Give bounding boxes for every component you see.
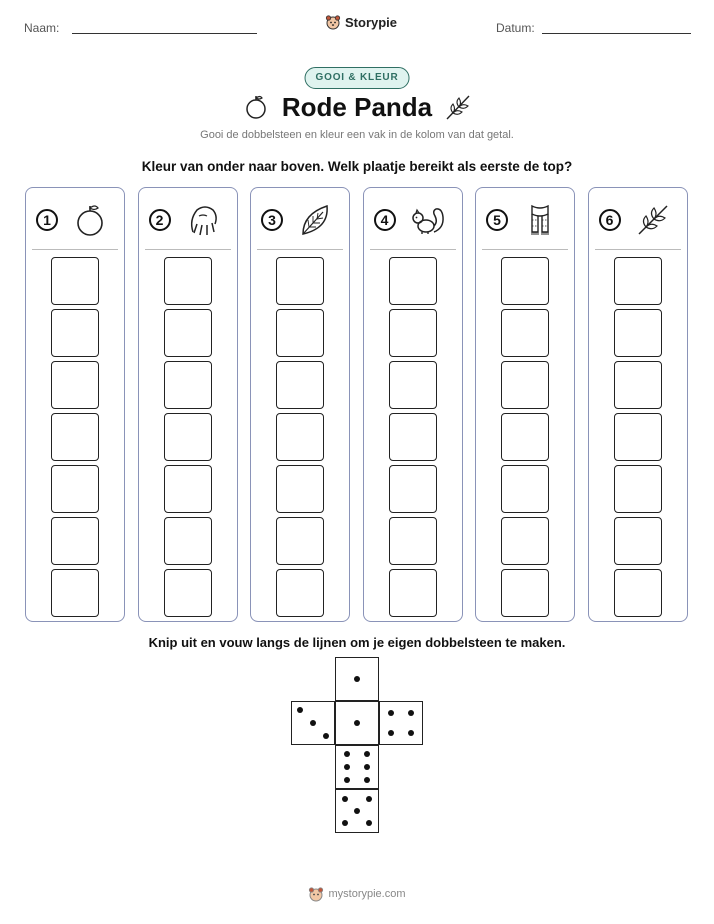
die-pip [366,820,372,826]
color-box[interactable] [276,569,324,617]
color-box[interactable] [276,413,324,461]
color-box[interactable] [276,309,324,357]
column-5 [475,187,575,622]
color-box[interactable] [501,309,549,357]
color-box[interactable] [164,309,212,357]
die-pip [297,707,303,713]
color-box[interactable] [389,257,437,305]
die-pip [342,796,348,802]
color-box[interactable] [51,413,99,461]
color-box[interactable] [164,361,212,409]
brand-name: Storypie [345,14,398,30]
coloring-instruction: Kleur van onder naar boven. Welk plaatje bereikt als eerste de top? [141,159,573,174]
die-face-1 [335,657,379,701]
color-box[interactable] [164,465,212,513]
die-pip [366,796,372,802]
die-pip [364,777,370,783]
die-pip [364,764,370,770]
color-box[interactable] [389,517,437,565]
die-pip [354,808,360,814]
die-pip [354,676,360,682]
column-divider [595,249,681,250]
die-pip [388,730,394,736]
die-pip [323,733,329,739]
red-panda-logo-icon [325,14,341,30]
date-label: Datum: [496,21,535,35]
activity-badge: GOOI & KLEUR [305,67,410,89]
color-box[interactable] [164,257,212,305]
page-subtitle: Gooi de dobbelsteen en kleur een vak in de kolom van dat getal. [200,129,514,141]
footer-url[interactable]: mystorypie.com [328,888,406,900]
page-title: Rode Panda [281,92,433,122]
color-box[interactable] [276,361,324,409]
color-box[interactable] [164,413,212,461]
die-pip [364,751,370,757]
column-number: 5 [486,209,508,231]
color-box[interactable] [389,569,437,617]
color-box[interactable] [389,309,437,357]
die-pip [388,710,394,716]
die-pip [344,764,350,770]
column-number: 6 [599,209,621,231]
color-box[interactable] [501,569,549,617]
column-divider [257,249,343,250]
color-box[interactable] [614,361,662,409]
column-4 [363,187,463,622]
color-box[interactable] [501,413,549,461]
red-panda-logo-icon [308,886,324,902]
color-box[interactable] [501,361,549,409]
column-divider [370,249,456,250]
color-box[interactable] [51,569,99,617]
color-box[interactable] [164,569,212,617]
column-divider [482,249,568,250]
date-line[interactable] [542,33,691,34]
paw-icon [185,202,221,238]
column-header [26,188,124,250]
column-header [139,188,237,250]
die-pip [344,751,350,757]
column-number: 4 [374,209,396,231]
color-box[interactable] [389,361,437,409]
column-number: 3 [261,209,283,231]
brand-logo [325,14,397,30]
color-box[interactable] [51,465,99,513]
color-box[interactable] [501,257,549,305]
twig-icon [443,92,473,122]
die-pip [354,720,360,726]
column-number: 2 [149,209,171,231]
apple-icon [72,202,108,238]
color-box[interactable] [614,257,662,305]
column-divider [145,249,231,250]
twig-icon [635,202,671,238]
die-face-1 [335,701,379,745]
die-pip [408,730,414,736]
color-box[interactable] [51,309,99,357]
scarf-icon [522,202,558,238]
column-3 [250,187,350,622]
squirrel-icon [410,202,446,238]
footer [0,886,714,902]
color-box[interactable] [276,257,324,305]
column-number: 1 [36,209,58,231]
column-header [476,188,574,250]
column-divider [32,249,118,250]
die-face-5 [335,789,379,833]
die-pip [342,820,348,826]
die-pip [408,710,414,716]
color-box[interactable] [501,465,549,513]
name-line[interactable] [72,33,257,34]
color-box[interactable] [276,517,324,565]
column-header [589,188,687,250]
column-header [364,188,462,250]
color-box[interactable] [51,517,99,565]
color-box[interactable] [614,465,662,513]
leaf-icon [297,202,333,238]
die-face-3 [291,701,335,745]
color-box[interactable] [51,257,99,305]
color-box[interactable] [501,517,549,565]
column-header [251,188,349,250]
name-label: Naam: [24,21,60,35]
die-pip [310,720,316,726]
color-box[interactable] [614,413,662,461]
color-box[interactable] [389,413,437,461]
column-2 [138,187,238,622]
die-face-6 [335,745,379,789]
column-6 [588,187,688,622]
die-pip [344,777,350,783]
color-box[interactable] [614,517,662,565]
die-face-4 [379,701,423,745]
color-box[interactable] [164,517,212,565]
cutout-instruction: Knip uit en vouw langs de lijnen om je eigen dobbelsteen te maken. [148,635,566,650]
color-box[interactable] [389,465,437,513]
color-box[interactable] [276,465,324,513]
color-box[interactable] [614,569,662,617]
column-1 [25,187,125,622]
color-box[interactable] [51,361,99,409]
color-box[interactable] [614,309,662,357]
